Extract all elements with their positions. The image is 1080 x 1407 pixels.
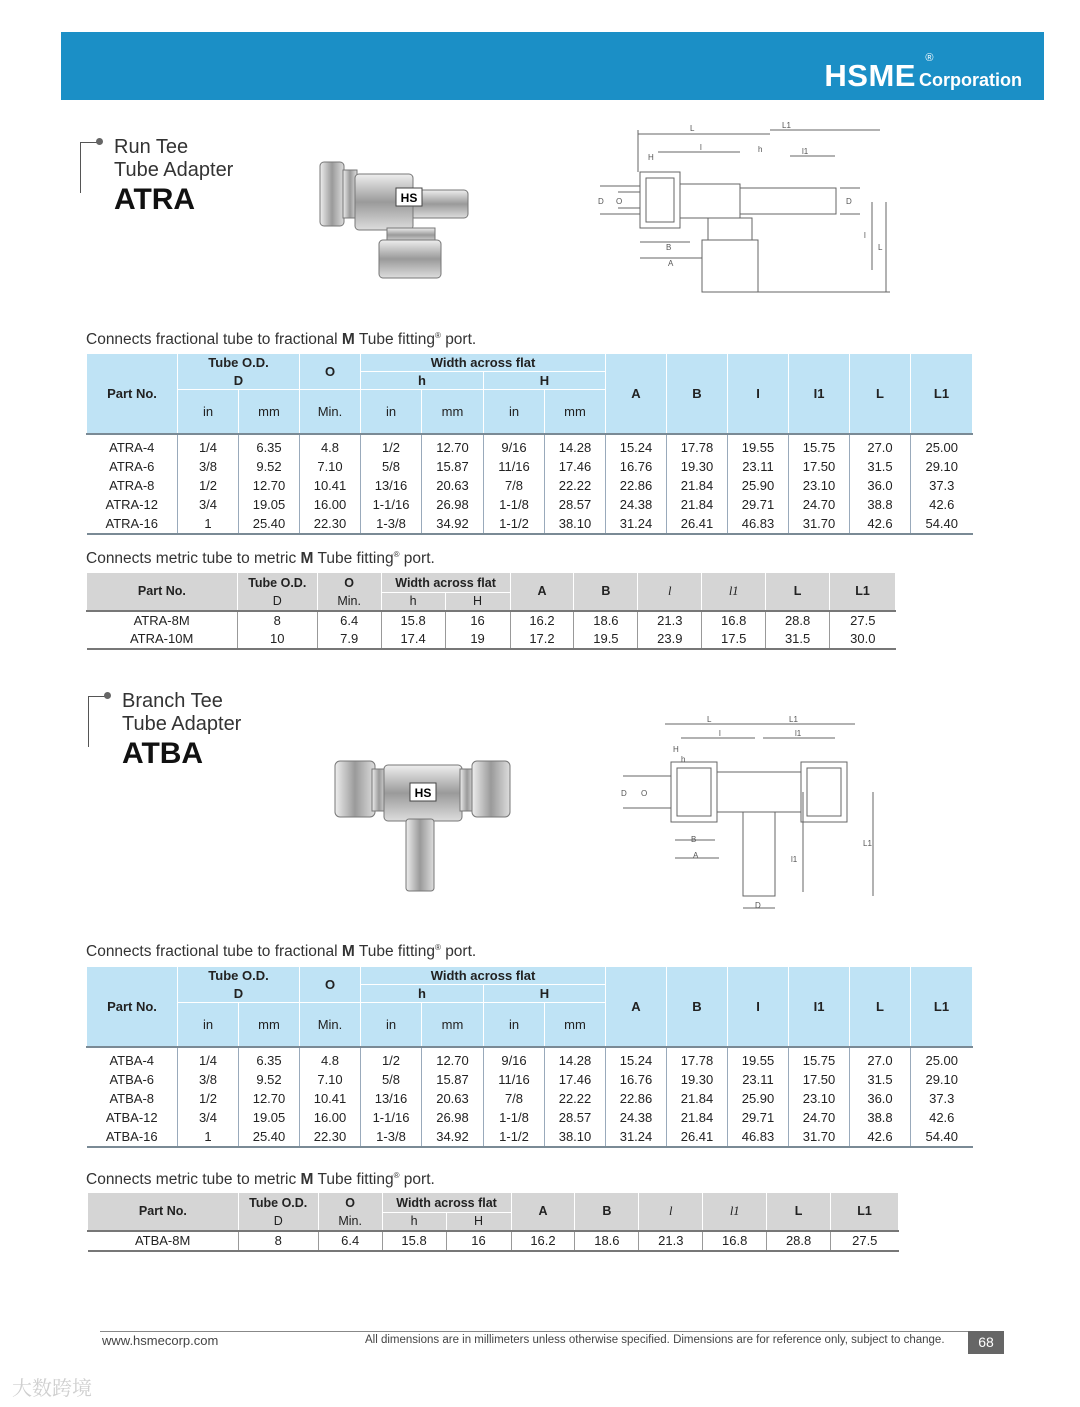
table-cell: 31.70 <box>789 514 850 534</box>
table-cell: 19 <box>445 630 510 649</box>
table-cell: 3/4 <box>178 495 239 514</box>
table-cell: 42.6 <box>850 1127 911 1147</box>
table-cell: 5/8 <box>361 457 422 476</box>
table-cell: 10 <box>237 630 317 649</box>
svg-text:h: h <box>758 145 763 154</box>
table-cell: 13/16 <box>361 1089 422 1108</box>
svg-text:L: L <box>878 243 883 252</box>
svg-text:h: h <box>681 755 686 764</box>
table-cell: 9/16 <box>484 1047 545 1070</box>
table-cell: 17.78 <box>667 434 728 457</box>
table-cell: 34.92 <box>422 514 484 534</box>
table-cell: 8 <box>237 611 317 630</box>
svg-text:D: D <box>598 197 604 206</box>
svg-text:B: B <box>691 835 697 844</box>
table-cell: 27.0 <box>850 1047 911 1070</box>
table-cell: 7/8 <box>484 1089 545 1108</box>
footer-url[interactable]: www.hsmecorp.com <box>102 1333 219 1348</box>
table-cell: 37.3 <box>911 476 973 495</box>
part-no-cell: ATRA-16 <box>105 515 158 531</box>
table-cell: 25.40 <box>239 1127 300 1147</box>
table-cell: 38.8 <box>850 495 911 514</box>
table-cell: 22.22 <box>545 1089 606 1108</box>
table-row <box>87 630 896 649</box>
table-cell: 3/4 <box>178 1108 239 1127</box>
table-cell: 24.70 <box>789 495 850 514</box>
atra-dimension-drawing <box>590 122 900 300</box>
table-cell: 26.41 <box>667 1127 728 1147</box>
watermark: 大数跨境 <box>12 1378 92 1400</box>
table-cell: 29.71 <box>728 495 789 514</box>
table-cell: 21.84 <box>667 476 728 495</box>
table-cell: 6.35 <box>239 434 300 457</box>
table-cell: 22.86 <box>606 1089 667 1108</box>
table-cell: 20.63 <box>422 476 484 495</box>
table-cell: 12.70 <box>422 1047 484 1070</box>
table-cell: 12.70 <box>422 434 484 457</box>
table-cell: 8 <box>238 1231 318 1251</box>
table-cell: 7.9 <box>317 630 381 649</box>
col-l: L <box>850 354 911 434</box>
table-cell: 6.35 <box>239 1047 300 1070</box>
table-row <box>87 457 973 476</box>
table-cell: 16.2 <box>510 611 574 630</box>
table-cell: 27.0 <box>850 434 911 457</box>
table-cell: 1/2 <box>178 1089 239 1108</box>
svg-text:HS: HS <box>400 191 418 205</box>
table-cell: 28.8 <box>767 1231 831 1251</box>
table-cell: 27.5 <box>830 611 896 630</box>
svg-text:l: l <box>864 231 866 240</box>
table-cell: 31.70 <box>789 1127 850 1147</box>
table-cell: 11/16 <box>484 457 545 476</box>
table-row <box>87 514 973 534</box>
table-cell: 1-3/8 <box>361 514 422 534</box>
table-cell: 17.78 <box>667 1047 728 1070</box>
table-row <box>87 1070 973 1089</box>
table-cell: 1-1/8 <box>484 1108 545 1127</box>
part-no-cell: ATRA-12 <box>105 496 158 512</box>
atra-frac-caption: Connects fractional tube to fractional M Tube fitting® port. <box>86 331 477 349</box>
svg-text:l1: l1 <box>791 855 798 864</box>
atra-fractional-table: Part No. Tube O.D. O Width across flat A B I I1 L L1 D h H in mm Min. in mm in mm ATRA-4 1/4 6.35 4.8 1/2 12.70 9/16 14.28 15.24 17.78 19.55 15.75 27.0 25.00 ATRA-6 3/8 9.52 7.10 5/8 15.87 11/16 17.46 16.76 19.30 23.11 17.50 31.5 29.10 ATRA-8 1/2 12.70 10.41 13/16 20.63 7/8 22.22 22.86 21.84 25.90 23.10 36.0 37.3 ATRA-12 3/4 19.05 16.00 1-1/16 26.98 1-1/8 28.57 24.38 21.84 29.71 24.70 38.8 42.6 ATRA-16 1 25.40 22.30 1-3/8 34.92 1-1/2 38.10 31.24 26.41 46.83 31.70 42.6 54.40 <box>86 353 973 535</box>
svg-text:B: B <box>666 243 672 252</box>
table-cell: 26.41 <box>667 514 728 534</box>
table-cell: 9/16 <box>484 434 545 457</box>
table-cell: 24.70 <box>789 1108 850 1127</box>
table-row <box>87 1108 973 1127</box>
col-waf: Width across flat <box>361 354 606 372</box>
svg-text:H: H <box>673 745 679 754</box>
table-row <box>87 495 973 514</box>
table-cell: 22.30 <box>300 514 361 534</box>
table-cell: 25.00 <box>911 1047 973 1070</box>
table-cell: 1-3/8 <box>361 1127 422 1147</box>
table-cell: 29.71 <box>728 1108 789 1127</box>
table-cell: 1 <box>178 1127 239 1147</box>
table-cell: 5/8 <box>361 1070 422 1089</box>
part-no-cell: ATRA-8 <box>109 477 155 493</box>
part-no-cell: ATRA-8M <box>133 613 190 628</box>
table-cell: 42.6 <box>911 495 973 514</box>
table-cell: 54.40 <box>911 514 973 534</box>
table-cell: 3/8 <box>178 1070 239 1089</box>
part-no-cell: ATRA-10M <box>129 631 194 646</box>
table-cell: 15.87 <box>422 457 484 476</box>
table-cell: 1/2 <box>178 476 239 495</box>
table-cell: 18.6 <box>574 611 638 630</box>
table-cell: 15.24 <box>606 434 667 457</box>
table-cell: 19.55 <box>728 434 789 457</box>
atba-fractional-table: Part No. Tube O.D. O Width across flat A B I I1 L L1 D h H in mm Min. in mm in mm ATBA-4 1/4 6.35 4.8 1/2 12.70 9/16 14.28 15.24 17.78 19.55 15.75 27.0 25.00 ATBA-6 3/8 9.52 7.10 5/8 15.87 11/16 17.46 16.76 19.30 23.11 17.50 31.5 29.10 ATBA-8 1/2 12.70 10.41 13/16 20.63 7/8 22.22 22.86 21.84 25.90 23.10 36.0 37.3 ATBA-12 3/4 19.05 16.00 1-1/16 26.98 1-1/8 28.57 24.38 21.84 29.71 24.70 38.8 42.6 ATBA-16 1 25.40 22.30 1-3/8 34.92 1-1/2 38.10 31.24 26.41 46.83 31.70 42.6 54.40 <box>86 966 973 1148</box>
col-l1: L1 <box>911 354 973 434</box>
table-cell: 21.3 <box>639 1231 703 1251</box>
page-number: 68 <box>968 1331 1004 1354</box>
table-cell: 22.30 <box>300 1127 361 1147</box>
table-cell: 31.5 <box>850 1070 911 1089</box>
table-cell: 1/2 <box>361 434 422 457</box>
table-cell: 17.50 <box>789 1070 850 1089</box>
header-banner <box>61 32 1044 100</box>
table-cell: 37.3 <box>911 1089 973 1108</box>
table-cell: 14.28 <box>545 1047 606 1070</box>
part-no-cell: ATRA-4 <box>109 439 155 455</box>
table-cell: 15.8 <box>381 611 445 630</box>
table-cell: 20.63 <box>422 1089 484 1108</box>
table-cell: 31.24 <box>606 1127 667 1147</box>
table-cell: 42.6 <box>911 1108 973 1127</box>
svg-text:HS: HS <box>414 786 432 800</box>
table-cell: 14.28 <box>545 434 606 457</box>
table-cell: 1/4 <box>178 1047 239 1070</box>
table-cell: 19.55 <box>728 1047 789 1070</box>
table-cell: 1/2 <box>361 1047 422 1070</box>
table-cell: 16.00 <box>300 495 361 514</box>
table-cell: 31.5 <box>766 630 830 649</box>
table-cell: 21.84 <box>667 1089 728 1108</box>
atba-metric-caption: Connects metric tube to metric M Tube fitting® port. <box>86 1171 435 1189</box>
part-no-cell: ATBA-4 <box>109 1052 155 1068</box>
table-cell: 6.4 <box>317 611 381 630</box>
svg-text:O: O <box>616 197 623 206</box>
svg-text:L: L <box>707 715 712 724</box>
table-cell: 31.24 <box>606 514 667 534</box>
atba-metric-table: Part No. Tube O.D. O Width across flat A B l l1 L L1 D Min. h H ATBA-8M 8 6.4 15.8 16 16.2 18.6 21.3 16.8 28.8 27.5 <box>87 1192 899 1252</box>
table-cell: 28.57 <box>545 1108 606 1127</box>
table-cell: 21.3 <box>638 611 702 630</box>
table-cell: 11/16 <box>484 1070 545 1089</box>
table-cell: 16.2 <box>511 1231 575 1251</box>
table-cell: 54.40 <box>911 1127 973 1147</box>
table-cell: 26.98 <box>422 1108 484 1127</box>
table-cell: 19.30 <box>667 457 728 476</box>
table-cell: 24.38 <box>606 495 667 514</box>
table-cell: 1-1/16 <box>361 1108 422 1127</box>
table-cell: 1-1/16 <box>361 495 422 514</box>
table-cell: 36.0 <box>850 1089 911 1108</box>
table-cell: 9.52 <box>239 457 300 476</box>
table-cell: 15.8 <box>382 1231 446 1251</box>
table-cell: 36.0 <box>850 476 911 495</box>
atba-frac-caption: Connects fractional tube to fractional M Tube fitting® port. <box>86 943 477 961</box>
table-cell: 42.6 <box>850 514 911 534</box>
part-no-cell: ATBA-8M <box>134 1233 191 1248</box>
table-row <box>87 1047 973 1070</box>
footer-divider <box>100 1331 1004 1332</box>
atba-title: Branch Tee Tube Adapter ATBA <box>88 690 241 772</box>
table-cell: 17.4 <box>381 630 445 649</box>
col-i1: I1 <box>789 354 850 434</box>
svg-text:H: H <box>648 153 654 162</box>
atra-title: Run Tee Tube Adapter ATRA <box>80 136 233 218</box>
table-cell: 9.52 <box>239 1070 300 1089</box>
table-cell: 23.10 <box>789 1089 850 1108</box>
table-cell: 16 <box>445 611 510 630</box>
table-cell: 16.8 <box>702 611 766 630</box>
table-cell: 23.9 <box>638 630 702 649</box>
part-no-cell: ATBA-6 <box>109 1071 155 1087</box>
col-part-no: Part No. <box>87 354 178 434</box>
atra-metric-caption: Connects metric tube to metric M Tube fitting® port. <box>86 550 435 568</box>
svg-text:A: A <box>693 851 699 860</box>
svg-text:D: D <box>755 901 761 910</box>
svg-text:l: l <box>719 729 721 738</box>
table-cell: 1/4 <box>178 434 239 457</box>
table-cell: 16.76 <box>606 1070 667 1089</box>
table-cell: 46.83 <box>728 1127 789 1147</box>
atra-metric-table: Part No. Tube O.D. O Width across flat A B l l1 L L1 D Min. h H ATRA-8M 8 6.4 15.8 16 16.2 18.6 21.3 16.8 28.8 27.5 ATRA-10M 10 7.9 17.4 19 17.2 19.5 23.9 17.5 31.5 30.0 <box>86 572 896 650</box>
table-cell: 17.46 <box>545 1070 606 1089</box>
table-cell: 19.5 <box>574 630 638 649</box>
table-cell: 24.38 <box>606 1108 667 1127</box>
table-cell: 19.05 <box>239 495 300 514</box>
part-no-cell: ATBA-8 <box>109 1090 155 1106</box>
table-cell: 12.70 <box>239 1089 300 1108</box>
table-cell: 7.10 <box>300 457 361 476</box>
table-cell: 25.40 <box>239 514 300 534</box>
table-cell: 23.10 <box>789 476 850 495</box>
table-cell: 15.75 <box>789 434 850 457</box>
col-o: O <box>300 354 361 390</box>
table-cell: 38.10 <box>545 1127 606 1147</box>
table-cell: 1-1/8 <box>484 495 545 514</box>
table-cell: 12.70 <box>239 476 300 495</box>
table-cell: 30.0 <box>830 630 896 649</box>
table-cell: 21.84 <box>667 1108 728 1127</box>
table-cell: 7/8 <box>484 476 545 495</box>
table-cell: 1-1/2 <box>484 514 545 534</box>
part-no-cell: ATRA-6 <box>109 458 155 474</box>
footer-note: All dimensions are in millimeters unless otherwise specified. Dimensions are for reference only, subject to change. <box>365 1334 945 1346</box>
table-cell: 46.83 <box>728 514 789 534</box>
table-cell: 26.98 <box>422 495 484 514</box>
table-cell: 18.6 <box>575 1231 639 1251</box>
table-cell: 25.90 <box>728 1089 789 1108</box>
table-cell: 22.86 <box>606 476 667 495</box>
col-a: A <box>606 354 667 434</box>
svg-text:L: L <box>690 124 695 133</box>
table-cell: 17.50 <box>789 457 850 476</box>
table-cell: 3/8 <box>178 457 239 476</box>
table-cell: 38.8 <box>850 1108 911 1127</box>
table-cell: 4.8 <box>300 434 361 457</box>
table-cell: 25.90 <box>728 476 789 495</box>
table-cell: 1 <box>178 514 239 534</box>
table-cell: 16 <box>446 1231 511 1251</box>
table-cell: 27.5 <box>831 1231 899 1251</box>
atba-product-image <box>330 755 515 895</box>
svg-text:l1: l1 <box>795 729 802 738</box>
table-cell: 1-1/2 <box>484 1127 545 1147</box>
table-cell: 10.41 <box>300 1089 361 1108</box>
table-cell: 22.22 <box>545 476 606 495</box>
col-tube-od: Tube O.D. <box>178 354 300 372</box>
table-row <box>87 1089 973 1108</box>
table-cell: 29.10 <box>911 1070 973 1089</box>
table-cell: 6.4 <box>318 1231 382 1251</box>
svg-text:l: l <box>700 143 702 152</box>
table-cell: 16.8 <box>703 1231 767 1251</box>
table-cell: 25.00 <box>911 434 973 457</box>
table-cell: 28.57 <box>545 495 606 514</box>
col-b: B <box>667 354 728 434</box>
atra-product-image <box>315 152 475 282</box>
table-cell: 17.5 <box>702 630 766 649</box>
brand-logo: HSME ® Corporation <box>824 52 1022 93</box>
table-cell: 4.8 <box>300 1047 361 1070</box>
table-cell: 17.46 <box>545 457 606 476</box>
table-cell: 28.8 <box>766 611 830 630</box>
table-cell: 31.5 <box>850 457 911 476</box>
table-row <box>88 1231 899 1251</box>
table-cell: 21.84 <box>667 495 728 514</box>
table-cell: 34.92 <box>422 1127 484 1147</box>
svg-text:l1: l1 <box>802 147 809 156</box>
svg-text:L1: L1 <box>863 839 872 848</box>
table-row <box>87 476 973 495</box>
table-cell: 23.11 <box>728 457 789 476</box>
table-cell: 15.24 <box>606 1047 667 1070</box>
table-cell: 15.87 <box>422 1070 484 1089</box>
table-cell: 16.76 <box>606 457 667 476</box>
svg-text:D: D <box>621 789 627 798</box>
table-cell: 15.75 <box>789 1047 850 1070</box>
table-cell: 38.10 <box>545 514 606 534</box>
svg-text:A: A <box>668 259 674 268</box>
table-cell: 23.11 <box>728 1070 789 1089</box>
svg-text:O: O <box>641 789 648 798</box>
table-cell: 16.00 <box>300 1108 361 1127</box>
svg-text:D: D <box>846 197 852 206</box>
table-cell: 19.30 <box>667 1070 728 1089</box>
part-no-cell: ATBA-16 <box>105 1128 158 1144</box>
table-cell: 13/16 <box>361 476 422 495</box>
table-cell: 7.10 <box>300 1070 361 1089</box>
svg-text:L1: L1 <box>789 715 798 724</box>
atba-dimension-drawing <box>615 712 885 912</box>
table-row <box>87 1127 973 1147</box>
table-cell: 10.41 <box>300 476 361 495</box>
table-cell: 17.2 <box>510 630 574 649</box>
svg-text:L1: L1 <box>782 122 791 130</box>
table-cell: 29.10 <box>911 457 973 476</box>
col-i: I <box>728 354 789 434</box>
table-row <box>87 434 973 457</box>
table-row <box>87 611 896 630</box>
table-cell: 19.05 <box>239 1108 300 1127</box>
part-no-cell: ATBA-12 <box>105 1109 158 1125</box>
